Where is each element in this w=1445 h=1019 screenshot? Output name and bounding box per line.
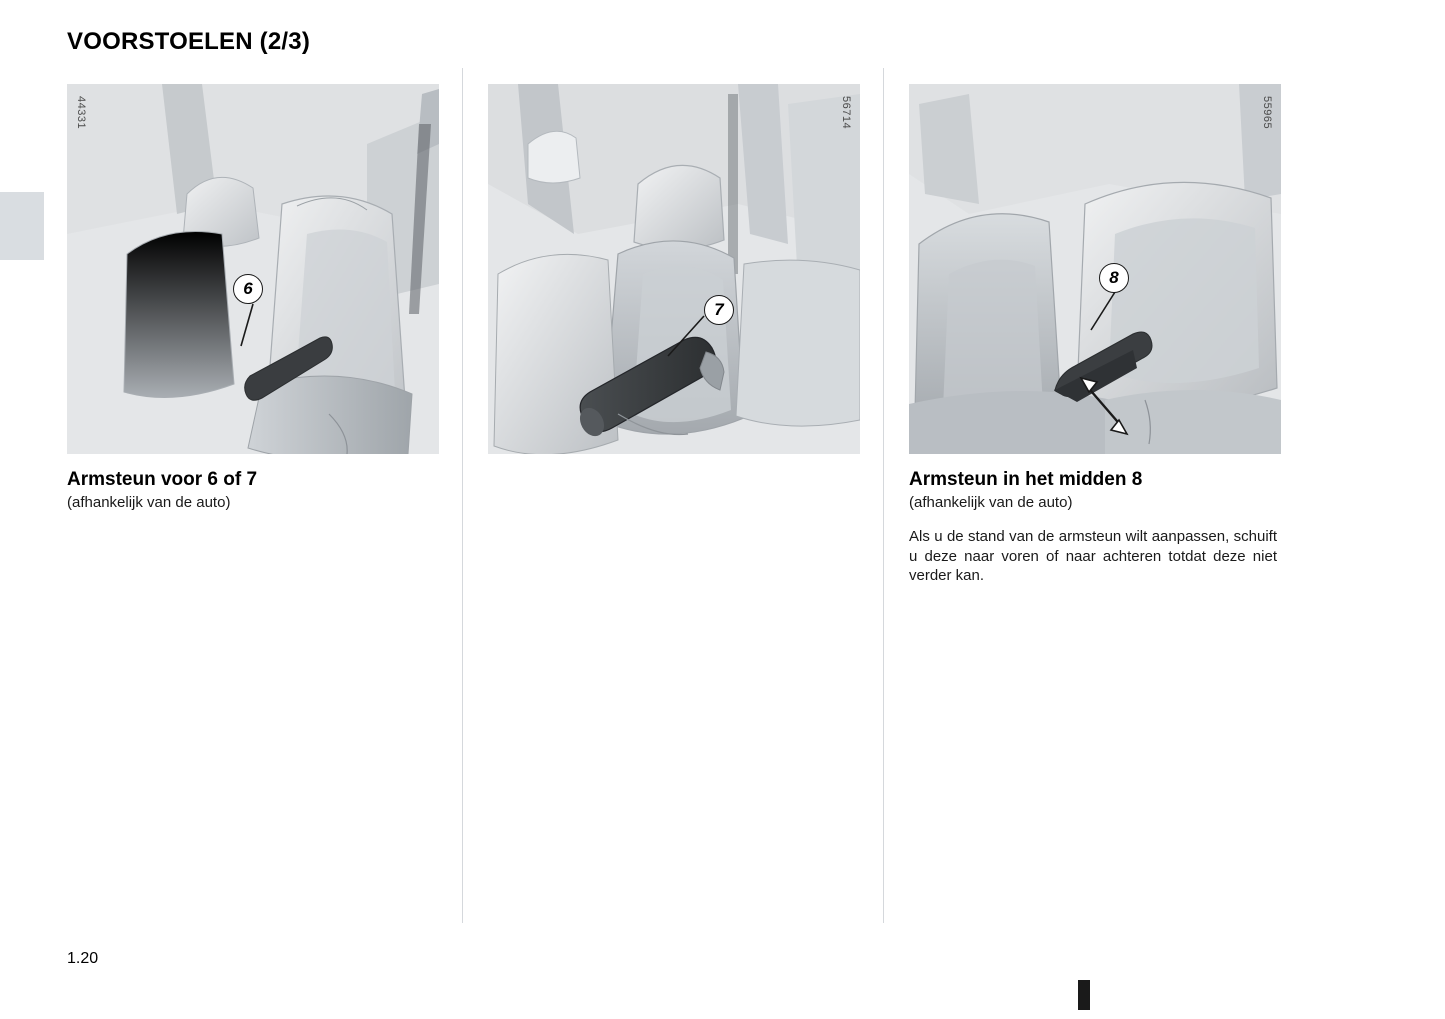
caption-sub-armrest-center: (afhankelijk van de auto) — [909, 493, 1073, 511]
footer-mark — [1078, 980, 1090, 1010]
column-3 — [909, 84, 1281, 586]
figure-code-55965: 55965 — [1261, 96, 1273, 130]
figure-front-armrest-7 — [488, 84, 860, 454]
page-number: 1.20 — [67, 950, 99, 967]
figure-center-armrest-8 — [909, 84, 1281, 454]
figure-code-44331: 44331 — [75, 96, 87, 130]
column-divider-1 — [462, 68, 463, 923]
body-text-armrest-center: Als u de stand van de armsteun wilt aanpassen, schuift u deze naar voren of naar achteren totdat deze niet verder kan. — [909, 527, 1277, 585]
illustration-front-seat-armrest-deployed — [488, 84, 860, 454]
page-title-section: (2/3) — [259, 28, 311, 55]
page-title-main: VOORSTOELEN — [67, 28, 253, 55]
callout-8: 8 — [1099, 263, 1129, 293]
caption-sub-armrest-front: (afhankelijk van de auto) — [67, 493, 231, 511]
column-divider-2 — [883, 68, 884, 923]
figure-code-56714: 56714 — [840, 96, 852, 130]
figure-front-armrest-6 — [67, 84, 439, 454]
callout-7: 7 — [704, 295, 734, 325]
column-1 — [67, 84, 439, 511]
column-2 — [488, 84, 860, 454]
caption-title-armrest-center: Armsteun in het midden 8 — [909, 469, 1143, 490]
illustration-center-armrest — [909, 84, 1281, 454]
callout-6: 6 — [233, 274, 263, 304]
caption-title-armrest-front: Armsteun voor 6 of 7 — [67, 469, 258, 490]
page-edge-tab — [0, 192, 44, 260]
page-title — [67, 28, 310, 56]
illustration-front-seat-armrest — [67, 84, 439, 454]
